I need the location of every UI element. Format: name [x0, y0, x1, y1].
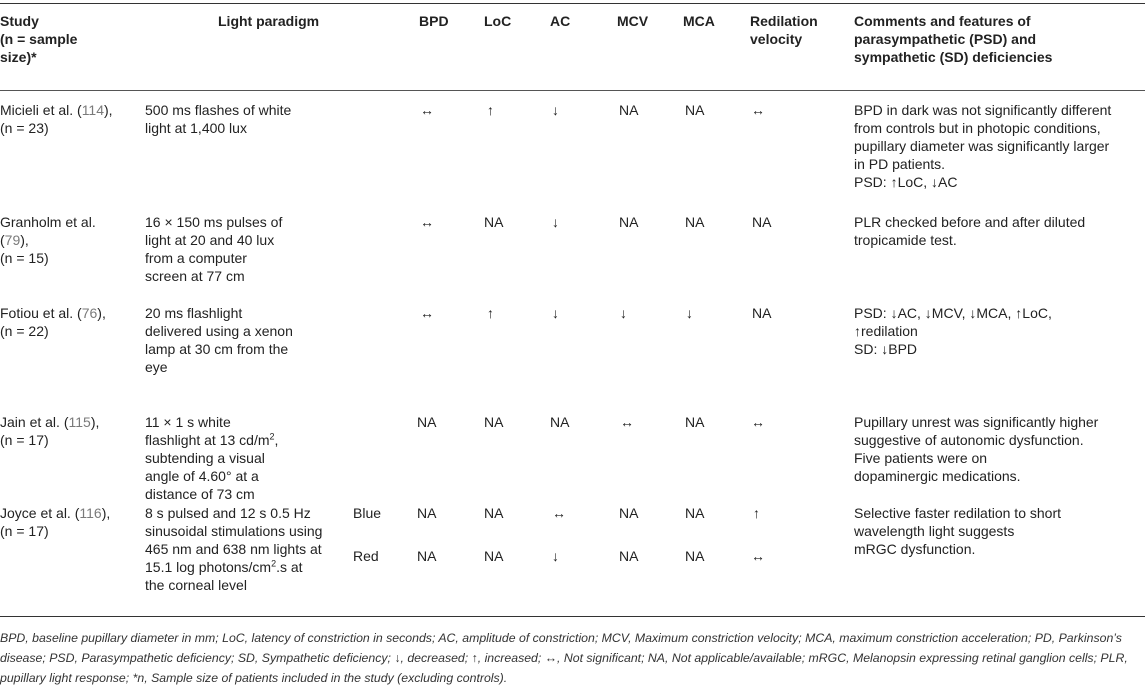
table-footnote: BPD, baseline pupillary diameter in mm; LoC, latency of constriction in seconds; AC, amplitude of constriction; MCV, Maximum constriction velocity; MCA, maximum constriction acceleration; PD, Parkinson’s disease; PSD, Parasympathetic deficiency; SD, Sympathetic deficiency; ↓, decreased; ↑, increased; ↔, Not significant; NA, Not applicable/available; mRGC, Melanopsin expressing retinal ganglion cells; PLR, pupillary light response; *n, Sample size of patients included in the study (excluding controls).	[0, 631, 1128, 685]
top-rule	[0, 3, 1145, 4]
redilation-cell: ↔	[751, 414, 765, 430]
redilation-cell: NA	[752, 214, 772, 230]
redilation-cell: NA	[752, 305, 772, 321]
header-ac: AC	[550, 13, 571, 29]
light-paradigm-cell: 16 × 150 ms pulses of light at 20 and 40 lux from a computer screen at 77 cm	[145, 214, 283, 284]
comments-cell: PLR checked before and after diluted tropicamide test.	[854, 214, 1086, 248]
mcv-cell: NA	[619, 214, 639, 230]
mcv-cell: ↓	[620, 305, 627, 321]
redilation-cell: ↑	[753, 505, 760, 521]
mca-cell: NA	[685, 102, 705, 118]
header-light-paradigm: Light paradigm	[218, 13, 320, 29]
bpd-cell: NA	[417, 548, 437, 564]
bpd-cell: ↔	[420, 214, 434, 230]
stimulus-color-red: Red	[353, 548, 379, 564]
loc-cell: NA	[484, 505, 504, 521]
study-cell: Granholm et al. (79), (n = 15)	[0, 214, 96, 266]
reference-link[interactable]: 116	[79, 505, 102, 521]
stimulus-color-blue: Blue	[353, 505, 382, 521]
reference-link[interactable]: 79	[4, 232, 21, 248]
mcv-cell: NA	[619, 102, 639, 118]
comments-cell: Selective faster redilation to short wavelength light suggests mRGC dysfunction.	[854, 505, 1061, 557]
bpd-cell: NA	[417, 414, 437, 430]
ac-cell: ↓	[552, 548, 559, 564]
ac-cell: ↓	[552, 102, 559, 118]
mca-cell: NA	[685, 214, 705, 230]
study-cell: Joyce et al. (116), (n = 17)	[0, 505, 111, 539]
study-cell: Micieli et al. (114), (n = 23)	[0, 102, 113, 136]
loc-cell: NA	[484, 214, 504, 230]
header-mcv: MCV	[617, 13, 649, 29]
mca-cell: NA	[685, 548, 705, 564]
mcv-cell: ↔	[620, 414, 634, 430]
ac-cell: NA	[550, 414, 570, 430]
bpd-cell: ↔	[420, 305, 434, 321]
reference-link[interactable]: 76	[81, 305, 98, 321]
comments-cell: Pupillary unrest was significantly higher suggestive of autonomic dysfunction. Five patients were on dopaminergic medications.	[854, 414, 1099, 484]
light-paradigm-cell: 20 ms flashlight delivered using a xenon lamp at 30 cm from the eye	[145, 305, 293, 375]
redilation-cell: ↔	[751, 548, 765, 564]
reference-link[interactable]: 114	[81, 102, 105, 118]
header-loc: LoC	[484, 13, 512, 29]
header-mca: MCA	[683, 13, 715, 29]
ac-cell: ↓	[552, 214, 559, 230]
mca-cell: ↓	[686, 305, 693, 321]
comments-cell: BPD in dark was not significantly different from controls but in photopic conditions, pupillary diameter was significantly larger in PD patients. PSD: ↑LoC, ↓AC	[854, 102, 1112, 190]
bpd-cell: ↔	[420, 102, 434, 118]
study-cell: Jain et al. (115), (n = 17)	[0, 414, 100, 448]
light-paradigm-cell: 11 × 1 s white flashlight at 13 $cd/m^2$, subtending a visual angle of 4.60° at a distance of 73 cm	[145, 414, 279, 502]
comments-cell: PSD: ↓AC, ↓MCV, ↓MCA, ↑LoC, ↑redilation SD: ↓BPD	[854, 305, 1052, 357]
ac-cell: ↓	[552, 305, 559, 321]
loc-cell: ↑	[487, 305, 494, 321]
mcv-cell: NA	[619, 505, 639, 521]
mcv-cell: NA	[619, 548, 639, 564]
header-redilation-velocity: Redilation velocity	[750, 13, 818, 47]
header-rule	[0, 90, 1145, 91]
bottom-rule	[0, 616, 1145, 617]
bpd-cell: NA	[417, 505, 437, 521]
light-paradigm-cell: 500 ms flashes of white light at 1,400 lux	[145, 102, 292, 136]
mca-cell: NA	[685, 414, 705, 430]
header-study: Study (n = sample size)*	[0, 13, 78, 65]
header-bpd: BPD	[419, 13, 449, 29]
light-paradigm-cell: 8 s pulsed and 12 s 0.5 Hz sinusoidal stimulations using 465 nm and 638 nm lights at 15.1 log photons/$cm^2.s$ at the corneal level	[145, 505, 323, 593]
redilation-cell: ↔	[751, 102, 765, 118]
ac-cell: ↔	[552, 505, 566, 521]
loc-cell: NA	[484, 414, 504, 430]
reference-link[interactable]: 115	[68, 414, 91, 430]
loc-cell: NA	[484, 548, 504, 564]
mca-cell: NA	[685, 505, 705, 521]
loc-cell: ↑	[487, 102, 494, 118]
study-cell: Fotiou et al. (76), (n = 22)	[0, 305, 106, 339]
header-comments: Comments and features of parasympathetic (PSD) and sympathetic (SD) deficiencies	[854, 13, 1053, 65]
